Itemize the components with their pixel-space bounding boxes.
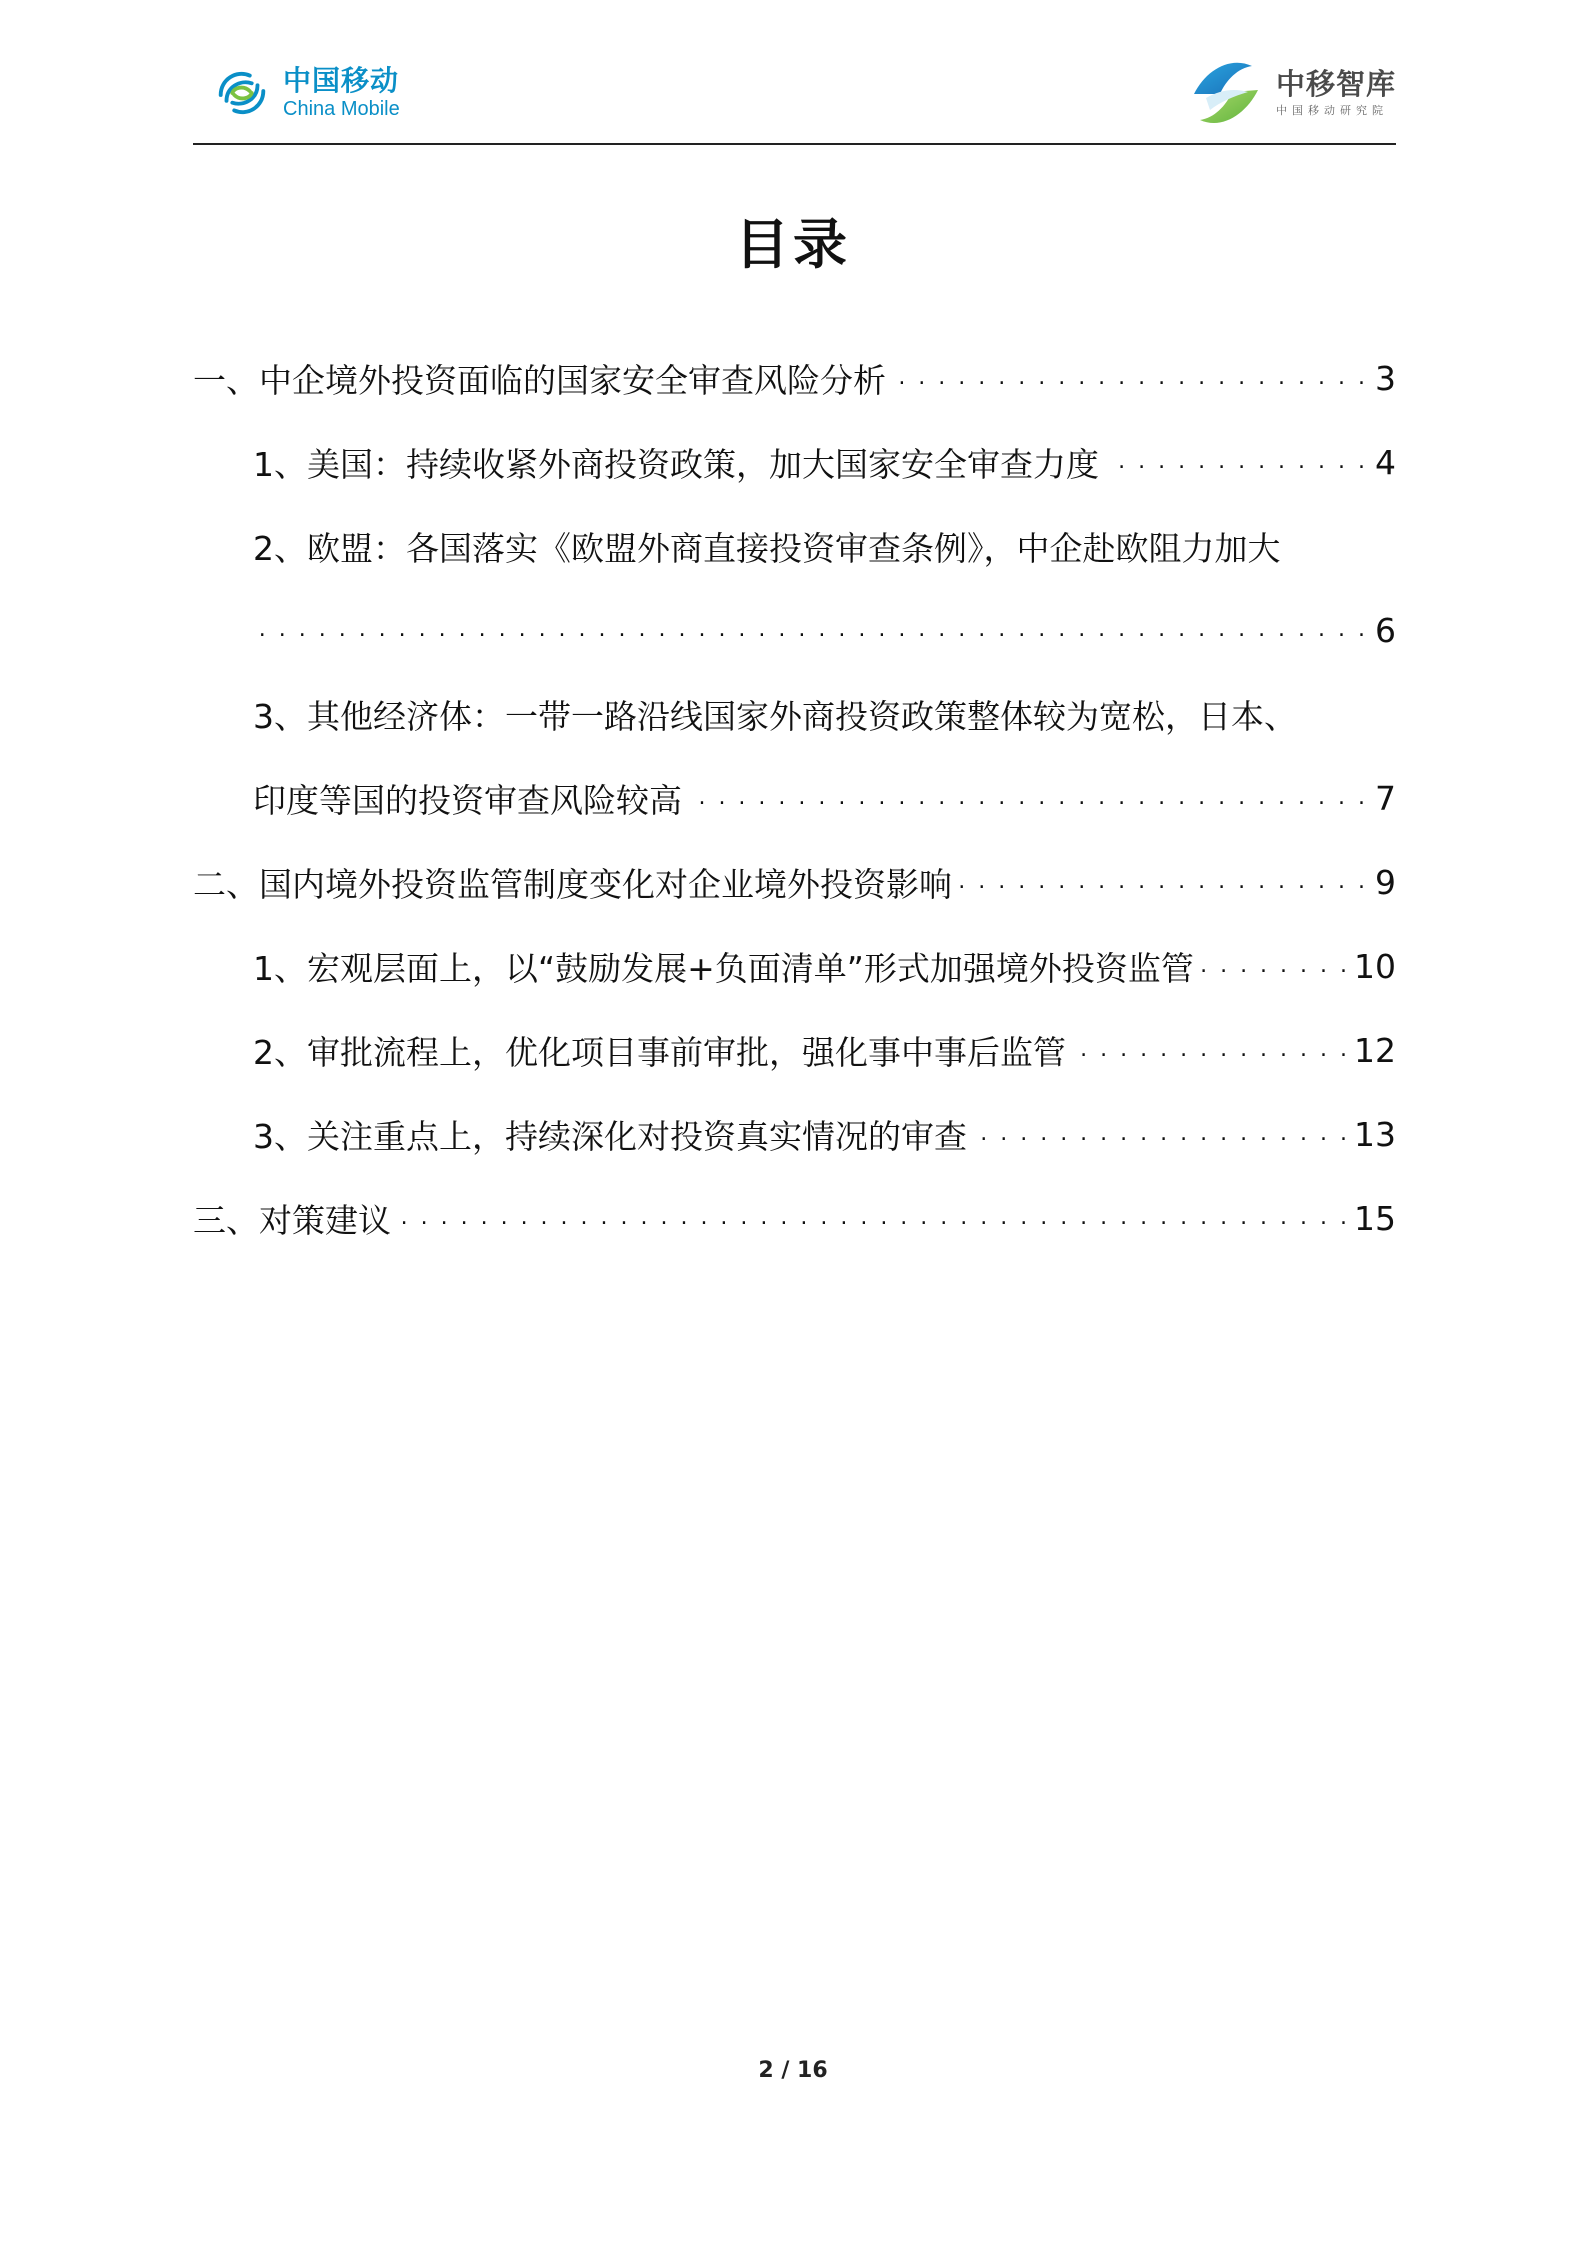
toc-leader-dots xyxy=(1103,445,1368,479)
toc-entry-label: 2、欧盟：各国落实《欧盟外商直接投资审查条例》，中企赴欧阻力加大 xyxy=(253,528,1281,568)
toc-entry-page: 15 xyxy=(1354,1198,1396,1238)
cmri-think-tank-logo xyxy=(1186,50,1396,136)
toc-leader-dots xyxy=(1070,1033,1350,1067)
toc-entry-continuation[interactable] xyxy=(193,756,1396,840)
toc-entry-label: 2、审批流程上，优化项目事前审批，强化事中事后监管 xyxy=(253,1032,1066,1072)
china-mobile-logo xyxy=(211,62,400,124)
china-mobile-name-en: China Mobile xyxy=(283,98,400,120)
toc-leader-dots xyxy=(686,781,1368,815)
toc-entry[interactable] xyxy=(193,1176,1396,1260)
toc-entry-continuation[interactable] xyxy=(193,588,1396,672)
page-number: 2 / 16 xyxy=(758,2058,828,2083)
toc-entry-label: 一、中企境外投资面临的国家安全审查风险分析 xyxy=(193,360,886,400)
toc-entry[interactable] xyxy=(193,1092,1396,1176)
toc-entry[interactable] xyxy=(193,924,1396,1008)
page-title: 目录 xyxy=(735,213,851,276)
think-tank-logo-icon xyxy=(1186,50,1266,136)
toc-entry-page: 10 xyxy=(1354,946,1396,986)
table-of-contents xyxy=(193,336,1396,1260)
china-mobile-logo-icon xyxy=(211,62,273,124)
toc-entry[interactable] xyxy=(193,336,1396,420)
toc-entry-label: 二、国内境外投资监管制度变化对企业境外投资影响 xyxy=(193,864,952,904)
toc-entry[interactable] xyxy=(193,420,1396,504)
toc-leader-dots xyxy=(956,865,1368,899)
toc-leader-dots xyxy=(1198,949,1350,983)
toc-entry-page: 12 xyxy=(1354,1030,1396,1070)
toc-entry-label: 1、美国：持续收紧外商投资政策，加大国家安全审查力度 xyxy=(253,444,1099,484)
toc-entry[interactable] xyxy=(193,1008,1396,1092)
toc-entry-label: 三、对策建议 xyxy=(193,1200,391,1240)
toc-entry-label: 印度等国的投资审查风险较高 xyxy=(253,780,682,820)
toc-entry-label: 3、关注重点上，持续深化对投资真实情况的审查 xyxy=(253,1116,967,1156)
think-tank-name-cn: 中移智库 xyxy=(1275,67,1396,101)
toc-leader-dots xyxy=(890,361,1368,395)
toc-entry-page: 9 xyxy=(1375,862,1396,902)
toc-entry-page: 7 xyxy=(1375,778,1396,818)
toc-leader-dots xyxy=(971,1117,1350,1151)
think-tank-subtitle: 中国移动研究院 xyxy=(1275,104,1388,117)
toc-entry-label: 3、其他经济体：一带一路沿线国家外商投资政策整体较为宽松，日本、 xyxy=(253,696,1297,736)
toc-entry-page: 3 xyxy=(1375,358,1396,398)
toc-entry-page: 13 xyxy=(1354,1114,1396,1154)
toc-entry-page: 4 xyxy=(1375,442,1396,482)
toc-entry-label: 1、宏观层面上，以“鼓励发展+负面清单”形式加强境外投资监管 xyxy=(253,948,1194,988)
toc-entry-page: 6 xyxy=(1375,610,1396,650)
toc-leader-dots xyxy=(395,1201,1350,1235)
toc-entry[interactable] xyxy=(193,504,1396,588)
toc-entry[interactable] xyxy=(193,840,1396,924)
page-header xyxy=(193,50,1396,145)
toc-entry[interactable] xyxy=(193,672,1396,756)
toc-leader-dots xyxy=(257,613,1368,647)
china-mobile-name-cn: 中国移动 xyxy=(283,64,400,97)
